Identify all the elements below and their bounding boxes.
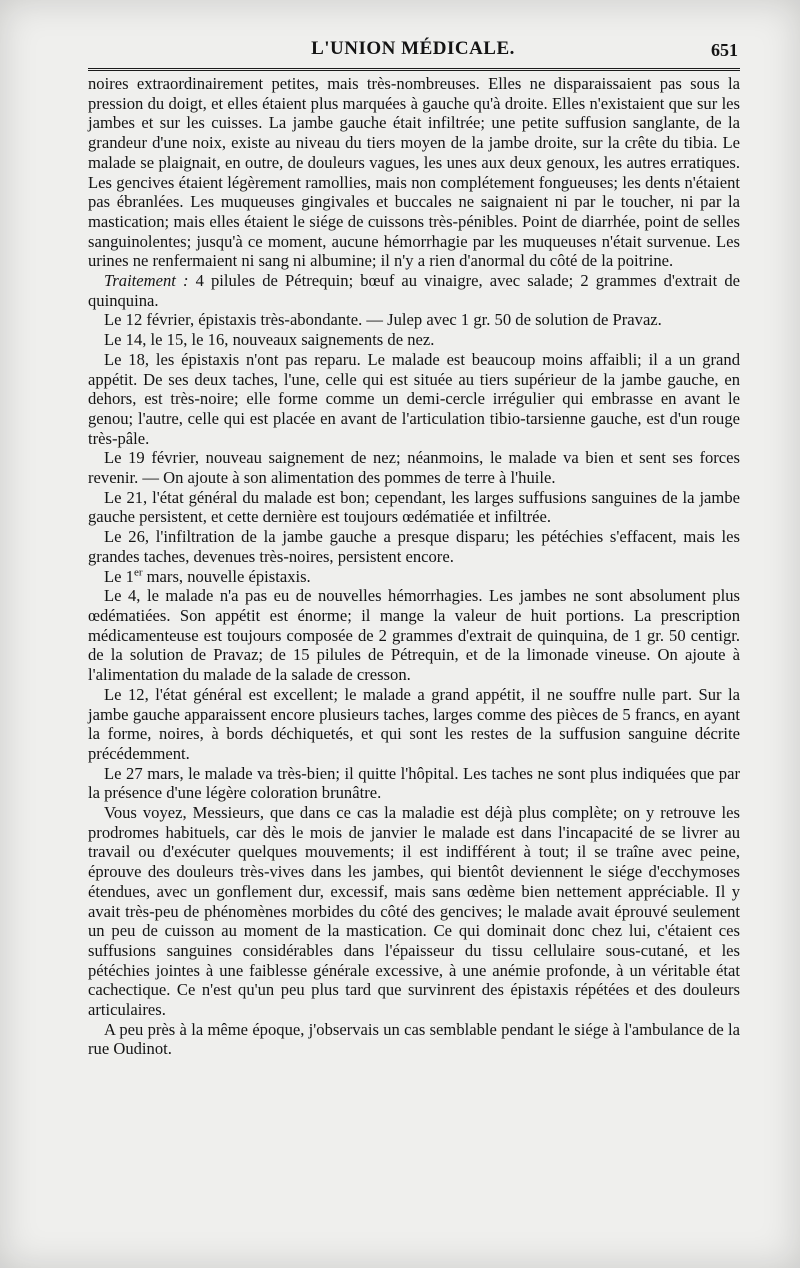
paragraph: Le 18, les épistaxis n'ont pas reparu. Le malade est beaucoup moins affaibli; il a un grand appétit. De ses deux taches, l'une, celle qui est située au tiers supérieur de la jambe gauche, en dehors, est très-noire; elle forme comme un demi-cercle irrégulier qui embrasse en avant le genou; l'autre, celle qui est placée en avant de l'articulation tibio-tarsienne gauche, est d'un rouge très-pâle. <box>88 349 740 448</box>
paragraph: Le 12, l'état général est excellent; le malade a grand appétit, il ne souffre nulle part. Sur la jambe gauche apparaissent encore plusieurs taches, larges comme des pièces de 5 francs, en ayant la forme, noires, à bords déchiquetés, et qui sont les restes de la suffusion sanguine décrite précédemment. <box>88 684 740 763</box>
ordinal-superscript: er <box>133 566 143 579</box>
paragraph: Le 21, l'état général du malade est bon; cependant, les larges suffusions sanguines de la jambe gauche persistent, et cette dernière est toujours œdématiée et infiltrée. <box>88 487 740 527</box>
paragraph: Le 26, l'infiltration de la jambe gauche a presque disparu; les pétéchies s'effacent, mais les grandes taches, devenues très-noires, persistent encore. <box>88 527 740 566</box>
paragraph-text: Le 1 <box>104 566 134 586</box>
page-number: 651 <box>711 40 738 60</box>
journal-title: L'UNION MÉDICALE. <box>311 38 515 59</box>
paragraph-lead: Traitement : <box>104 271 189 291</box>
paragraph <box>88 567 740 587</box>
paragraph: noires extraordinairement petites, mais très-nombreuses. Elles ne disparaissaient pas sous la pression du doigt, et elles étaient plus marquées à gauche qu'à droite. Elles n'existaient que sur les jambes et sur les cuisses. La jambe gauche était infiltrée; une petite suffusion sanglante, de la grandeur d'une noix, existe au niveau du tiers moyen de la jambe droite, sur la crête du tibia. Le malade se plaignait, en outre, de douleurs vagues, les unes aux deux genoux, les autres erratiques. Les gencives étaient légèrement ramollies, mais non complétement fongueuses; les dents n'étaient pas ébranlées. Les muqueuses gingivales et buccales ne saignaient ni par le toucher, ni par la mastication; mais elles étaient le siége de cuissons très-pénibles. Point de diarrhée, point de selles sanguinolentes; jusqu'à ce moment, aucune hémorrhagie par les muqueuses n'était survenue. Les urines ne renfermaient ni sang ni albumine; il n'y a rien d'anormal du côté de la poitrine. <box>88 74 740 271</box>
paragraph: Le 19 février, nouveau saignement de nez; néanmoins, le malade va bien et sent ses forces revenir. — On ajoute à son alimentation des pommes de terre à l'huile. <box>88 448 740 488</box>
paragraph: Le 14, le 15, le 16, nouveaux saignements de nez. <box>104 330 435 350</box>
paragraph: Le 12 février, épistaxis très-abondante. — Julep avec 1 gr. 50 de solution de Pravaz. <box>104 310 662 330</box>
paragraph: Vous voyez, Messieurs, que dans ce cas la maladie est déjà plus complète; on y retrouve les prodromes habituels, car dès le mois de janvier le malade est dans l'incapacité de se livrer au travail ou d'exécuter quelques mouvements; il est indifférent à tout; il se traîne avec peine, éprouve des douleurs très-vives dans les jambes, qui bientôt deviennent le siége d'ecchymoses étendues, avec un gonflement dur, excessif, mais sans œdème bien nettement appréciable. Il y avait très-peu de phénomènes morbides du côté des gencives; le malade avait éprouvé seulement un peu de cuisson au moment de la mastication. Ce qui dominait donc chez lui, c'étaient ces suffusions sanguines considérables dans l'épaisseur du tissu cellulaire sous-cutané, et les pétéchies jointes à une faiblesse générale excessive, à une anémie profonde, à un véritable état cachectique. Ce n'est qu'un peu plus tard que survinrent des épistaxis répétées et des douleurs articulaires. <box>88 803 740 1020</box>
header-rule <box>88 68 740 71</box>
paragraph: A peu près à la même époque, j'observais un cas semblable pendant le siége à l'ambulance de la rue Oudinot. <box>88 1019 740 1059</box>
article-body <box>88 74 740 1059</box>
paragraph-text: 4 pilules de Pétrequin; bœuf au vinaigre, avec salade; 2 grammes d'extrait de quinquina. <box>88 271 740 310</box>
paragraph <box>88 271 740 310</box>
paragraph: Le 4, le malade n'a pas eu de nouvelles hémorrhagies. Les jambes ne sont absolument plus œdématiées. Son appétit est énorme; il mange la valeur de huit portions. La prescription médicamenteuse est toujours composée de 2 grammes d'extrait de quinquina, de 1 gr. 50 centigr. de la solution de Pravaz; de 15 pilules de Pétrequin, et de la limonade vineuse. On ajoute à l'alimentation du malade de la salade de cresson. <box>88 586 740 685</box>
running-head <box>88 36 738 66</box>
paragraph-text: mars, nouvelle épistaxis. <box>142 566 311 586</box>
paragraph: Le 27 mars, le malade va très-bien; il quitte l'hôpital. Les taches ne sont plus indiquées que par la présence d'une légère coloration brunâtre. <box>88 763 740 803</box>
